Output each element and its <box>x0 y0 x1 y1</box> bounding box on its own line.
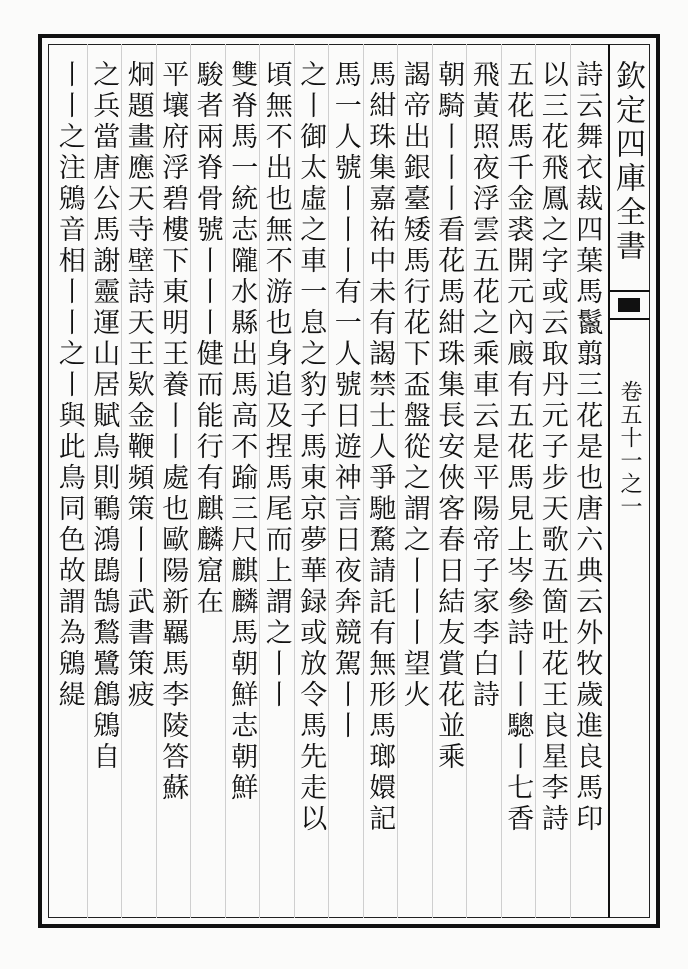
text-column: 以三花飛鳳之字或云取丹元子步天歌五箇吐花王良星李詩 <box>536 60 568 835</box>
text-column: 詩云舞衣裁四葉馬鬣翦三花是也唐六典云外牧歲進良馬印 <box>571 60 603 835</box>
column-rule <box>225 44 226 918</box>
text-column: 頃無不出也無不游也身追及捏馬尾而上謂之丨丨 <box>260 60 292 711</box>
text-column: 飛黃照夜浮雲五花之乘車云是平陽帝子家李白詩 <box>467 60 499 711</box>
text-column: 五花馬千金裘開元內廄有五花馬見上岑參詩丨丨驄丨七香 <box>502 60 534 835</box>
column-rule <box>190 44 191 918</box>
column-rule <box>397 44 398 918</box>
text-column: 馬一人號丨丨丨有一人號日遊神言日夜奔競駕丨丨 <box>329 60 361 742</box>
volume-label: 卷五十一之一 <box>617 380 642 518</box>
text-column: 炯題畫應天寺壁詩天王欵金鞭頻策丨丨武書策疲 <box>122 60 154 711</box>
text-column: 朝騎丨丨丨看花馬紺珠集長安俠客春日結友賞花並乘 <box>433 60 465 773</box>
column-rule <box>121 44 122 918</box>
column-rule <box>156 44 157 918</box>
text-column: 平壤府浮碧樓下東明王養丨丨處也歐陽新羈馬李陵答蘇 <box>157 60 189 804</box>
book-title: 欽定四庫全書 <box>610 60 645 264</box>
column-rule <box>259 44 260 918</box>
column-rule <box>363 44 364 918</box>
text-column: 駿者兩脊骨號丨丨丨健而能行有麒麟窟在 <box>191 60 223 618</box>
column-rule <box>87 44 88 918</box>
fish-tail-mark <box>608 290 650 320</box>
column-rule <box>501 44 502 918</box>
text-column: 雙脊馬一統志隴水縣出馬高不踰三尺麒麟馬朝鮮志朝鮮 <box>226 60 258 804</box>
column-rule <box>570 44 571 918</box>
column-rule <box>328 44 329 918</box>
text-column: 馬紺珠集嘉祐中未有謁禁士人爭馳騖請託有無形馬瑯嬛記 <box>364 60 396 835</box>
column-rule <box>432 44 433 918</box>
column-rule <box>466 44 467 918</box>
text-column: 丨丨之注鶂音相丨丨之丨與此鳥同色故謂為鶂緹 <box>53 60 85 711</box>
text-column: 之丨御太虛之車一息之豹子馬東京夢華録或放令馬先走以 <box>295 60 327 835</box>
column-rule <box>294 44 295 918</box>
column-rule <box>535 44 536 918</box>
text-column: 之兵當唐公馬謝靈運山居賦鳥則鶤鴻鵾鵠鶖鷺鶬鶂自 <box>88 60 120 773</box>
text-column: 謁帝出銀臺矮馬行花下盃盤從之謂之丨丨丨望火 <box>398 60 430 711</box>
